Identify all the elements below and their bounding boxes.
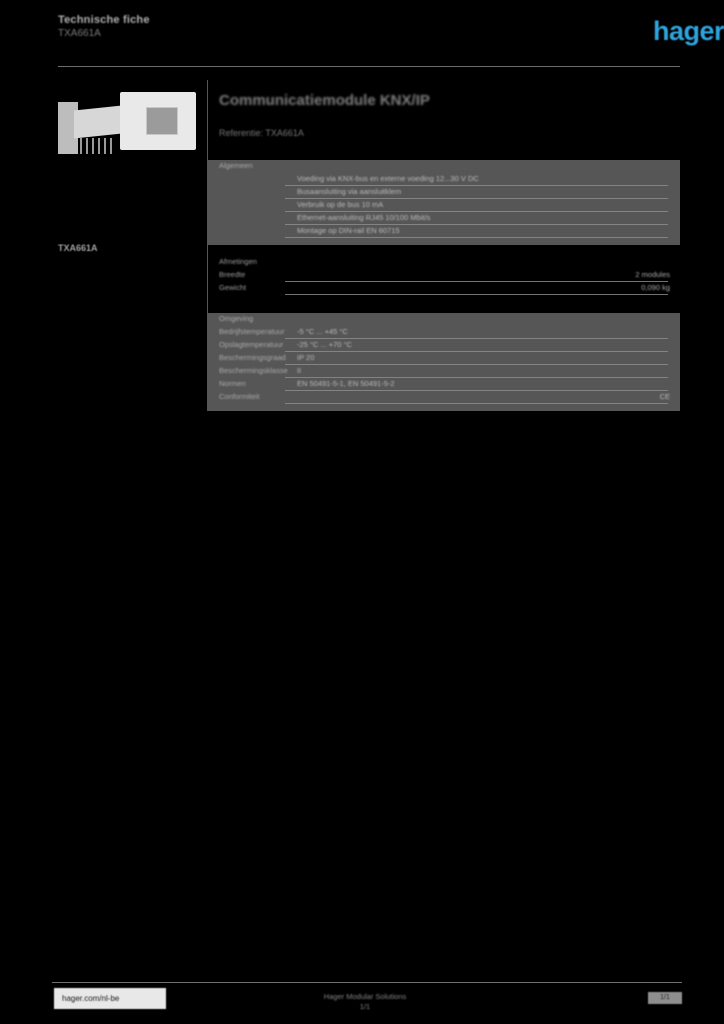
table-row	[207, 365, 680, 378]
row-value: -25 °C ... +70 °C	[297, 340, 352, 349]
page-title: Communicatiemodule KNX/IP	[219, 92, 430, 109]
row-value: EN 50491-5-1, EN 50491-5-2	[297, 379, 395, 388]
product-reference-note: TXA661A	[58, 243, 98, 253]
table-row	[207, 339, 680, 352]
table-row	[207, 378, 680, 391]
row-label: Gewicht	[219, 283, 247, 292]
row-value: Montage op DIN-rail EN 60715	[297, 226, 400, 235]
table-row	[207, 199, 680, 212]
table-row	[207, 391, 680, 404]
table-row	[207, 313, 680, 326]
table-row	[207, 225, 680, 238]
row-label: Omgeving	[219, 314, 254, 323]
spec-block	[207, 256, 680, 302]
row-separator	[285, 237, 668, 238]
row-value: Voeding via KNX-bus en externe voeding 12...30 V DC	[297, 174, 479, 183]
table-row	[207, 352, 680, 365]
row-label: Algemeen	[219, 161, 253, 170]
footer-divider	[52, 982, 682, 983]
product-display	[146, 107, 178, 135]
row-label: Breedte	[219, 270, 246, 279]
table-row	[207, 326, 680, 339]
row-value: Verbruik op de bus 10 mA	[297, 200, 384, 209]
specifications-table	[207, 160, 680, 411]
row-value: 0,090 kg	[641, 283, 670, 292]
document-subtitle: TXA661A	[58, 28, 101, 39]
table-row	[207, 256, 680, 269]
row-value: -5 °C ... +45 °C	[297, 327, 348, 336]
row-separator	[285, 294, 668, 295]
table-row	[207, 160, 680, 173]
row-label: Conformiteit	[219, 392, 260, 401]
row-label: Afmetingen	[219, 257, 257, 266]
row-separator	[285, 403, 668, 404]
row-value: IP 20	[297, 353, 315, 362]
footer-note-line1: Hager Modular Solutions	[323, 992, 407, 1001]
footer-note	[250, 992, 480, 1012]
row-value: 2 modules	[635, 270, 670, 279]
page-number: 1/1	[648, 992, 682, 1004]
product-pins	[80, 138, 114, 154]
row-value: Busaansluiting via aansluitklem	[297, 187, 402, 196]
table-row	[207, 269, 680, 282]
row-value: II	[297, 366, 302, 375]
product-plate	[74, 105, 122, 138]
row-label: Normen	[219, 379, 246, 388]
spec-block	[207, 160, 680, 245]
document-title: Technische fiche	[58, 14, 150, 26]
table-row	[207, 212, 680, 225]
row-label: Opslagtemperatuur	[219, 340, 284, 349]
row-value: CE	[659, 392, 670, 401]
document-header	[58, 14, 680, 40]
row-label: Beschermingsgraad	[219, 353, 286, 362]
spec-block	[207, 313, 680, 411]
header-divider	[58, 66, 680, 67]
row-label: Bedrijfstemperatuur	[219, 327, 285, 336]
table-row	[207, 282, 680, 295]
table-row	[207, 186, 680, 199]
row-value: Ethernet-aansluiting RJ45 10/100 Mbit/s	[297, 213, 431, 222]
table-row	[207, 173, 680, 186]
product-photo	[58, 88, 200, 172]
footer-website-link[interactable]: hager.com/nl-be	[54, 988, 166, 1009]
row-label: Beschermingsklasse	[219, 366, 288, 375]
page-subtitle: Referentie: TXA661A	[219, 128, 304, 138]
footer-note-line2: 1/1	[359, 1002, 371, 1011]
hager-logo: hager	[652, 16, 724, 46]
